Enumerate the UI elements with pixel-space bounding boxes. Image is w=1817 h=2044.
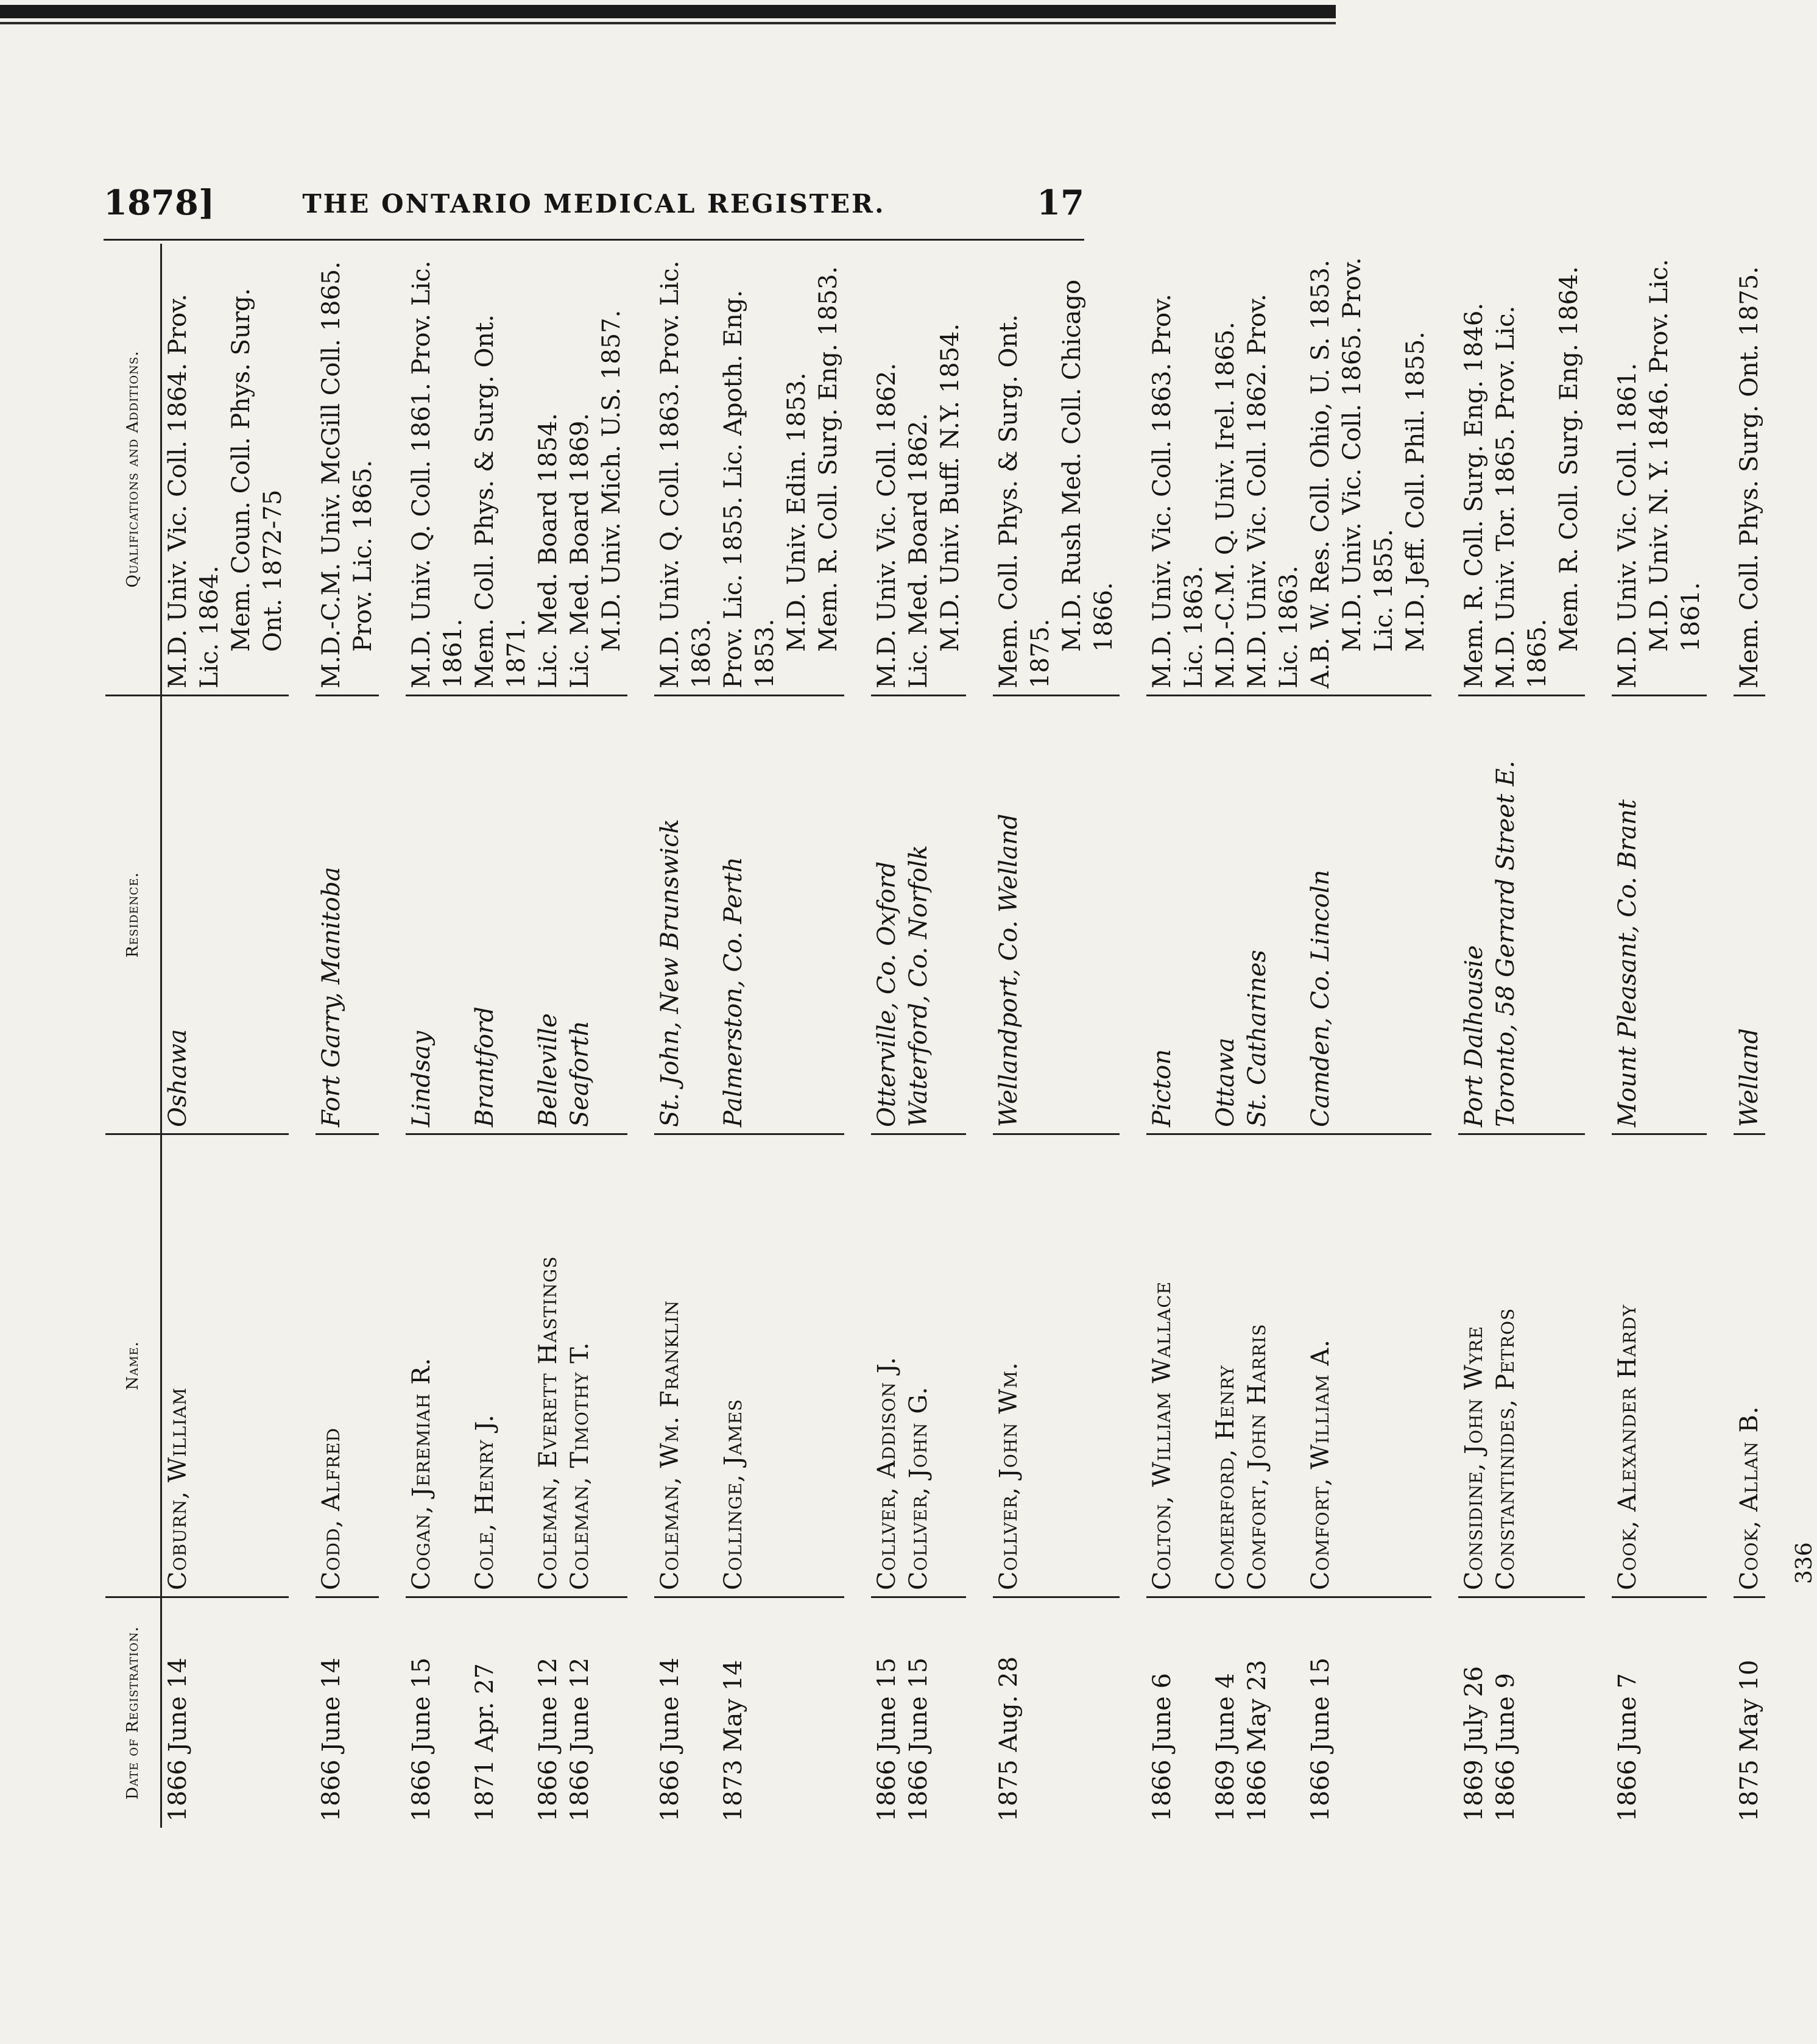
table-row bbox=[1458, 244, 1490, 1828]
cell-residence: Fort Garry, Manitoba bbox=[316, 695, 379, 1133]
qualification-line: M.D. Univ. Q. Coll. 1861. Prov. Lic. 1861. bbox=[408, 260, 467, 688]
cell-qualifications bbox=[903, 244, 966, 695]
cell-residence: Oshawa bbox=[162, 695, 289, 1133]
qualification-line: Mem. Coll. Phys. & Surg. Ont. 1875. bbox=[995, 314, 1054, 688]
qualification-line: M.D. Univ. Vic. Coll. 1863. Prov. Lic. 1863. bbox=[1148, 294, 1208, 688]
header-year: 1878] bbox=[104, 183, 215, 223]
cell-residence: Brantford bbox=[469, 695, 532, 1133]
cell-qualifications bbox=[1241, 244, 1305, 695]
table-row bbox=[316, 244, 379, 1828]
cell-qualifications bbox=[1612, 244, 1707, 695]
cell-name: Comfort, John Harris bbox=[1241, 1133, 1305, 1596]
cell-date: 1866 June 15 bbox=[1305, 1596, 1431, 1828]
cell-residence: Wellandport, Co. Welland bbox=[993, 695, 1120, 1133]
cell-residence: St. John, New Brunswick bbox=[654, 695, 718, 1133]
cell-residence: Waterford, Co. Norfolk bbox=[903, 695, 966, 1133]
qualification-line: Mem. R. Coll. Surg. Eng. 1846. bbox=[1460, 302, 1488, 688]
page-header bbox=[104, 183, 1084, 232]
cell-qualifications bbox=[1490, 244, 1585, 695]
cell-qualifications bbox=[718, 244, 844, 695]
table-row bbox=[1305, 244, 1431, 1828]
cell-date: 1873 May 14 bbox=[718, 1596, 844, 1828]
qualification-line: M.D. Jeff. Coll. Phil. 1855. bbox=[1402, 331, 1430, 652]
cell-name: Cook, Alexander Hardy bbox=[1612, 1133, 1707, 1596]
cell-qualifications bbox=[564, 244, 627, 695]
cell-name: Coleman, Timothy T. bbox=[564, 1133, 627, 1596]
table-row bbox=[469, 244, 532, 1828]
table-row bbox=[993, 244, 1120, 1828]
table-row bbox=[532, 244, 564, 1828]
qualification-line: Mem. Coll. Phys. Surg. Ont. 1875. bbox=[1735, 266, 1763, 688]
qualification-line: Lic. Med. Board 1869. bbox=[566, 412, 594, 688]
cell-date: 1866 June 12 bbox=[564, 1596, 627, 1828]
table-row bbox=[654, 244, 718, 1828]
cell-residence: Mount Pleasant, Co. Brant bbox=[1612, 695, 1707, 1133]
cell-date: 1866 June 15 bbox=[871, 1596, 903, 1828]
table-row bbox=[1612, 244, 1707, 1828]
qualification-line: M.D. Univ. Mich. U.S. 1857. bbox=[598, 309, 626, 652]
col-header-qualifications: Qualifications and Additions. bbox=[124, 350, 142, 588]
cell-qualifications bbox=[1146, 244, 1210, 695]
table-row bbox=[564, 244, 627, 1828]
cell-residence: Belleville bbox=[532, 695, 564, 1133]
qualification-line: Mem. Coll. Phys. & Surg. Ont. 1871. bbox=[471, 314, 531, 688]
cell-date: 1866 June 14 bbox=[316, 1596, 379, 1828]
register-table bbox=[105, 244, 1817, 1828]
cell-name: Comerford, Henry bbox=[1210, 1133, 1241, 1596]
cell-residence: Welland bbox=[1734, 695, 1765, 1133]
table-row bbox=[1490, 244, 1585, 1828]
cell-date: 1866 June 9 bbox=[1490, 1596, 1585, 1828]
cell-date: 1866 June 15 bbox=[903, 1596, 966, 1828]
qualification-line: Mem. R. Coll. Surg. Eng. 1864. bbox=[1555, 266, 1583, 652]
header-title: THE ONTARIO MEDICAL REGISTER. bbox=[302, 189, 886, 219]
cell-date: 1875 Aug. 28 bbox=[993, 1596, 1120, 1828]
cell-name: Colton, William Wallace bbox=[1146, 1133, 1210, 1596]
qualification-line: A.B. W. Res. Coll. Ohio, U. S. 1853. bbox=[1307, 260, 1335, 688]
table-header bbox=[105, 244, 162, 1828]
qualification-line: M.D.-C.M. Univ. McGill Coll. 1865. bbox=[317, 261, 345, 688]
top-border-rule bbox=[0, 5, 1336, 18]
qualification-line: Lic. Med. Board 1862. bbox=[905, 412, 933, 688]
table-body bbox=[162, 244, 1765, 1828]
qualification-line: M.D. Univ. Vic. Coll. 1861. bbox=[1614, 362, 1642, 688]
cell-qualifications bbox=[469, 244, 532, 695]
qualification-line: M.D. Univ. Vic. Coll. 1862. bbox=[873, 362, 901, 688]
qualification-line: M.D. Univ. Q. Coll. 1863. Prov. Lic. 1863. bbox=[656, 260, 716, 688]
cell-name: Cook, Allan B. bbox=[1734, 1133, 1765, 1596]
table-row bbox=[406, 244, 469, 1828]
qualification-line: M.D. Univ. Buff. N.Y. 1854. bbox=[936, 323, 964, 652]
header-rule bbox=[104, 239, 1084, 241]
cell-qualifications bbox=[316, 244, 379, 695]
cell-name: Coburn, William bbox=[162, 1133, 289, 1596]
cell-date: 1875 May 10 bbox=[1734, 1596, 1765, 1828]
cell-date: 1869 July 26 bbox=[1458, 1596, 1490, 1828]
cell-date: 1869 June 4 bbox=[1210, 1596, 1241, 1828]
qualification-line: M.D. Univ. Edin. 1853. bbox=[783, 372, 811, 652]
cell-name: Codd, Alfred bbox=[316, 1133, 379, 1596]
table-row bbox=[162, 244, 289, 1828]
top-border-rule-thin bbox=[0, 22, 1336, 24]
cell-name: Collinge, James bbox=[718, 1133, 844, 1596]
qualification-line: M.D. Univ. N. Y. 1846. Prov. Lic. 1861. bbox=[1645, 259, 1705, 652]
cell-residence: Port Dalhousie bbox=[1458, 695, 1490, 1133]
cell-qualifications bbox=[162, 244, 289, 695]
cell-qualifications bbox=[532, 244, 564, 695]
cell-date: 1866 June 14 bbox=[654, 1596, 718, 1828]
cell-name: Coleman, Everett Hastings bbox=[532, 1133, 564, 1596]
cell-qualifications bbox=[1734, 244, 1765, 695]
cell-date: 1866 June 6 bbox=[1146, 1596, 1210, 1828]
cell-residence: Toronto, 58 Gerrard Street E. bbox=[1490, 695, 1585, 1133]
cell-qualifications bbox=[1458, 244, 1490, 695]
cell-date: 1866 June 12 bbox=[532, 1596, 564, 1828]
cell-qualifications bbox=[993, 244, 1120, 695]
table-row bbox=[1241, 244, 1305, 1828]
cell-name: Considine, John Wyre bbox=[1458, 1133, 1490, 1596]
cell-qualifications bbox=[1210, 244, 1241, 695]
cell-date: 1866 May 23 bbox=[1241, 1596, 1305, 1828]
cell-qualifications bbox=[654, 244, 718, 695]
cell-name: Coleman, Wm. Franklin bbox=[654, 1133, 718, 1596]
cell-qualifications bbox=[406, 244, 469, 695]
qualification-line: M.D. Rush Med. Coll. Chicago 1866. bbox=[1058, 279, 1118, 652]
qualification-line: M.D. Univ. Tor. 1865. Prov. Lic. 1865. bbox=[1492, 305, 1551, 688]
cell-name: Collver, Addison J. bbox=[871, 1133, 903, 1596]
cell-name: Cogan, Jeremiah R. bbox=[406, 1133, 469, 1596]
cell-residence: Seaforth bbox=[564, 695, 627, 1133]
qualification-line: M.D.-C.M. Q. Univ. Irel. 1865. bbox=[1212, 322, 1240, 688]
page-number: 17 bbox=[1037, 183, 1084, 223]
cell-qualifications bbox=[871, 244, 903, 695]
footnote-number: 336 bbox=[1792, 1542, 1817, 1584]
cell-qualifications bbox=[1305, 244, 1431, 695]
cell-name: Comfort, William A. bbox=[1305, 1133, 1431, 1596]
qualification-line: Lic. Med. Board 1854. bbox=[534, 412, 562, 688]
cell-date: 1866 June 14 bbox=[162, 1596, 289, 1828]
cell-name: Cole, Henry J. bbox=[469, 1133, 532, 1596]
table-row bbox=[718, 244, 844, 1828]
table-row bbox=[903, 244, 966, 1828]
cell-date: 1871 Apr. 27 bbox=[469, 1596, 532, 1828]
qualification-line: Mem. Coun. Coll. Phys. Surg. Ont. 1872-75 bbox=[227, 288, 287, 652]
cell-residence: Palmerston, Co. Perth bbox=[718, 695, 844, 1133]
cell-name: Constantinides, Petros bbox=[1490, 1133, 1585, 1596]
table-row bbox=[1734, 244, 1765, 1828]
table-row bbox=[871, 244, 903, 1828]
cell-name: Collver, John G. bbox=[903, 1133, 966, 1596]
cell-residence: Picton bbox=[1146, 695, 1210, 1133]
qualification-line: Prov. Lic. 1855. Lic. Apoth. Eng. 1853. bbox=[719, 289, 779, 688]
qualification-line: M.D. Univ. Vic. Coll. 1864. Prov. Lic. 1864. bbox=[164, 294, 224, 688]
cell-name: Collver, John Wm. bbox=[993, 1133, 1120, 1596]
cell-date: 1866 June 7 bbox=[1612, 1596, 1707, 1828]
qualification-line: M.D. Univ. Vic. Coll. 1865. Prov. Lic. 1855. bbox=[1338, 257, 1398, 652]
qualification-line: Mem. R. Coll. Surg. Eng. 1853. bbox=[814, 266, 842, 652]
cell-residence: Camden, Co. Lincoln bbox=[1305, 695, 1431, 1133]
cell-date: 1866 June 15 bbox=[406, 1596, 469, 1828]
col-header-date: Date of Registration. bbox=[105, 1596, 160, 1828]
qualification-line: Prov. Lic. 1865. bbox=[349, 459, 377, 652]
col-header-residence: Residence. bbox=[105, 695, 160, 1133]
table-row bbox=[1210, 244, 1241, 1828]
table-row bbox=[1146, 244, 1210, 1828]
col-header-name: Name. bbox=[105, 1133, 160, 1596]
qualification-line: M.D. Univ. Vic. Coll. 1862. Prov. Lic. 1863. bbox=[1243, 294, 1303, 688]
cell-residence: Ottawa bbox=[1210, 695, 1241, 1133]
cell-residence: St. Catharines bbox=[1241, 695, 1305, 1133]
cell-residence: Lindsay bbox=[406, 695, 469, 1133]
cell-residence: Otterville, Co. Oxford bbox=[871, 695, 903, 1133]
